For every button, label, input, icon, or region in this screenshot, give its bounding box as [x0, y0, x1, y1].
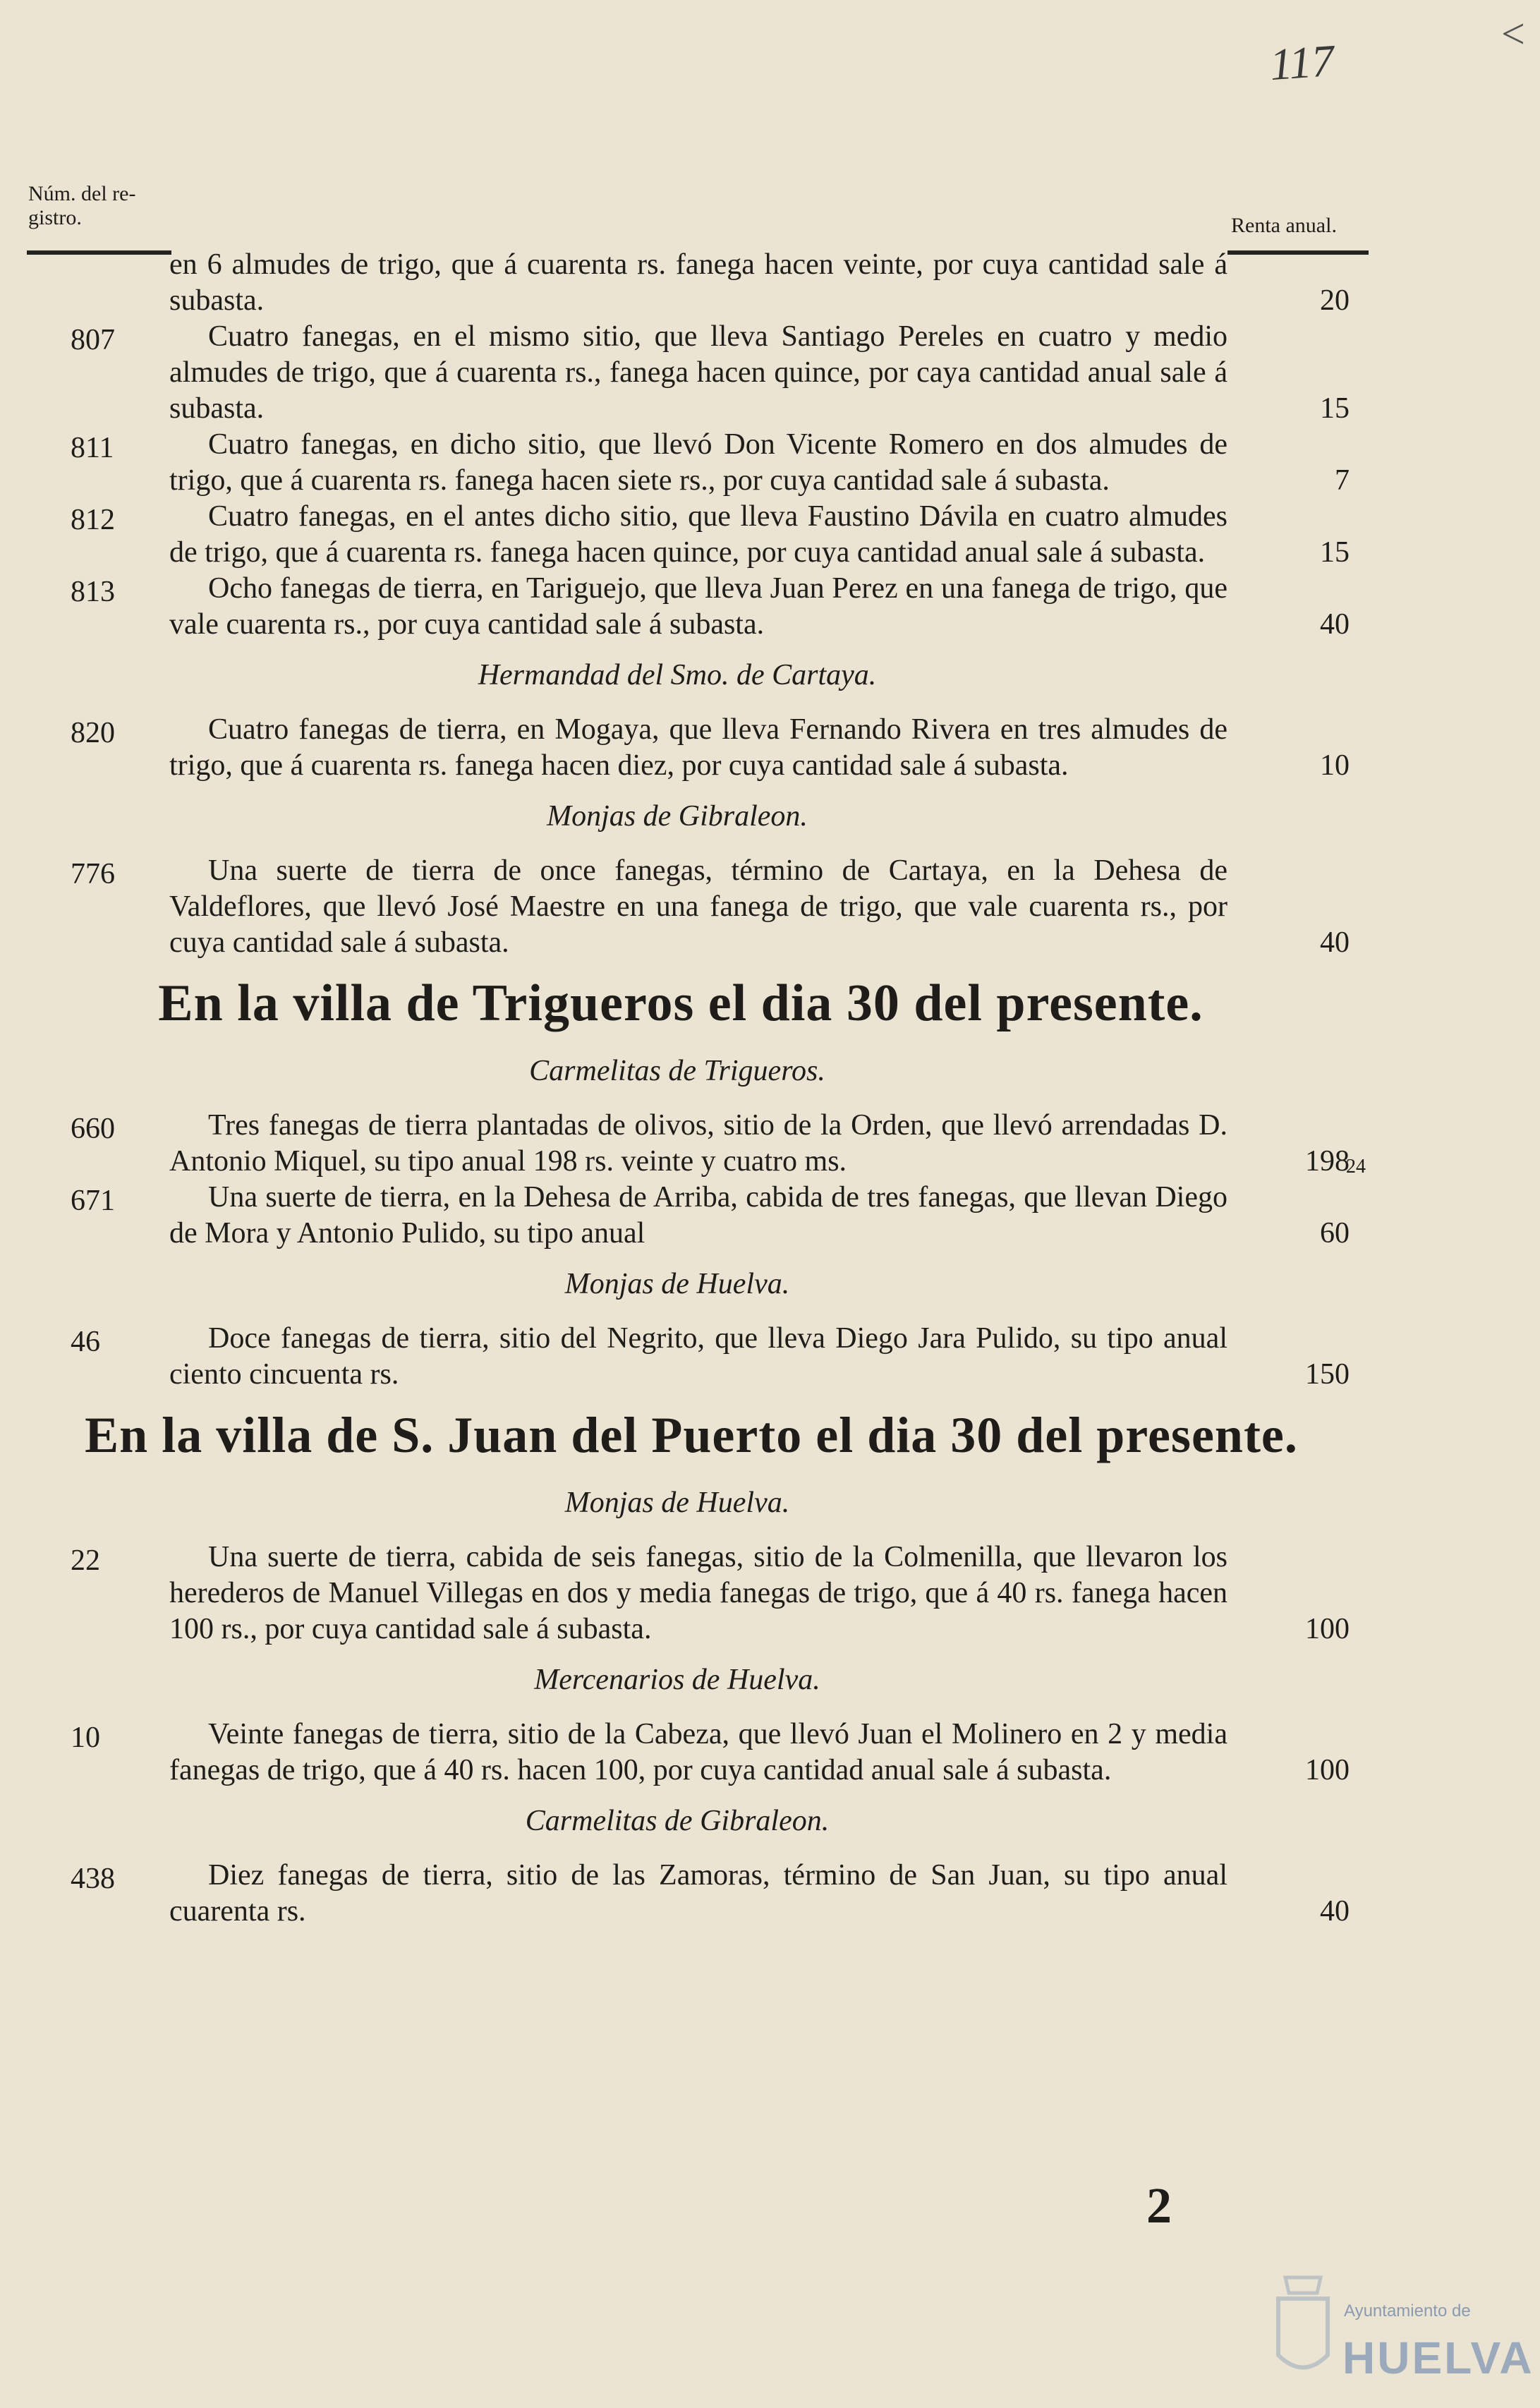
list-item	[0, 499, 1540, 571]
entry-text: Cuatro fanegas, en dicho sitio, que llevó Don Vicente Romero en dos almudes de trigo, que á cuarenta rs. fanega hacen siete rs., por cuya cantidad sale á subasta.	[169, 428, 1227, 497]
entry-number: 820	[71, 717, 115, 749]
entry-rent: 60	[1320, 1217, 1350, 1250]
entry-text: Una suerte de tierra, en la Dehesa de Arriba, cabida de tres fanegas, que llevan Diego de Mora y Antonio Pulido, su tipo anual	[169, 1181, 1227, 1250]
section-heading: Carmelitas de Trigueros.	[529, 1055, 825, 1087]
list-item	[0, 1717, 1540, 1789]
entry-number: 46	[71, 1326, 100, 1358]
list-item	[0, 427, 1540, 499]
entry-rent: 40	[1320, 926, 1350, 959]
town-heading: En la villa de Trigueros el dia 30 del presente.	[158, 974, 1203, 1032]
list-item	[0, 853, 1540, 961]
entry-rent: 100	[1305, 1613, 1350, 1645]
entry-text: Cuatro fanegas, en el mismo sitio, que lleva Santiago Pereles en cuatro y medio almudes de trigo, que á cuarenta rs., fanega hacen quince, por caya cantidad anual sale á subasta.	[169, 320, 1227, 425]
entry-text: Una suerte de tierra, cabida de seis fanegas, sitio de la Colmenilla, que llevaron los herederos de Manuel Villegas en dos y media fanegas de trigo, que á 40 rs. fanega hacen 100 rs., por cuya cantidad sale á subasta.	[169, 1541, 1227, 1645]
section-heading: Monjas de Huelva.	[564, 1268, 790, 1300]
list-item	[0, 1180, 1540, 1252]
entry-rent: 20	[1320, 284, 1350, 317]
entry-text: Doce fanegas de tierra, sitio del Negrito, que lleva Diego Jara Pulido, su tipo anual ciento cincuenta rs.	[169, 1322, 1227, 1391]
list-item	[0, 247, 1540, 319]
entry-text: Cuatro fanegas de tierra, en Mogaya, que lleva Fernando Rivera en tres almudes de trigo, que á cuarenta rs. fanega hacen diez, por cuya cantidad sale á subasta.	[169, 713, 1227, 782]
entry-number: 813	[71, 576, 115, 608]
entry-number: 660	[71, 1113, 115, 1145]
section-heading: Monjas de Gibraleon.	[547, 800, 808, 833]
entry-text: Tres fanegas de tierra plantadas de olivos, sitio de la Orden, que llevó arrendadas D. Antonio Miquel, su tipo anual 198 rs. veinte y cuatro ms.	[169, 1109, 1227, 1178]
list-item	[0, 1858, 1540, 1930]
entry-number: 10	[71, 1722, 100, 1754]
column-header-annual-rent: Renta anual.	[1231, 214, 1337, 237]
watermark-title: HUELVA	[1342, 2333, 1534, 2383]
entry-text: Veinte fanegas de tierra, sitio de la Cabeza, que llevó Juan el Molinero en 2 y media fanegas de trigo, que á 40 rs. hacen 100, por cuya cantidad anual sale á subasta.	[169, 1718, 1227, 1786]
signature-mark: 2	[1146, 2177, 1172, 2234]
entry-rent: 40	[1320, 608, 1350, 641]
entry-rent-fraction: 24	[1346, 1156, 1366, 1178]
town-heading: En la villa de S. Juan del Puerto el dia 30 del presente.	[85, 1407, 1298, 1463]
entry-text: Cuatro fanegas, en el antes dicho sitio, que lleva Faustino Dávila en cuatro almudes de trigo, que á cuarenta rs. fanega hacen quince, por cuya cantidad anual sale á subasta.	[169, 500, 1227, 569]
entry-number: 811	[71, 432, 114, 464]
entry-number: 22	[71, 1544, 100, 1577]
list-item	[0, 1108, 1540, 1180]
entry-number: 812	[71, 504, 115, 536]
entry-text: Diez fanegas de tierra, sitio de las Zamoras, término de San Juan, su tipo anual cuarenta rs.	[169, 1859, 1227, 1928]
entry-text: Una suerte de tierra de once fanegas, término de Cartaya, en la Dehesa de Valdeflores, que llevó José Maestre en una fanega de trigo, que vale cuarenta rs., por cuya cantidad sale á subasta.	[169, 854, 1227, 959]
list-item	[0, 571, 1540, 643]
list-item	[0, 1539, 1540, 1647]
section-heading: Carmelitas de Gibraleon.	[525, 1805, 830, 1837]
section-heading: Monjas de Huelva.	[564, 1487, 790, 1519]
watermark-caption: Ayuntamiento de	[1344, 2301, 1471, 2321]
entry-number: 807	[71, 324, 115, 356]
section-heading: Hermandad del Smo. de Cartaya.	[478, 659, 877, 691]
list-item	[0, 1321, 1540, 1393]
entry-text: Ocho fanegas de tierra, en Tariguejo, que lleva Juan Perez en una fanega de trigo, que vale cuarenta rs., por cuya cantidad sale á subasta.	[169, 572, 1227, 641]
entry-rent: 198	[1305, 1145, 1350, 1178]
entry-rent: 10	[1320, 749, 1350, 782]
entry-number: 438	[71, 1863, 115, 1895]
entry-number: 671	[71, 1185, 115, 1217]
list-item	[0, 319, 1540, 427]
entry-rent: 7	[1335, 464, 1350, 497]
list-item	[0, 712, 1540, 784]
entry-rent: 15	[1320, 536, 1350, 569]
entry-text: en 6 almudes de trigo, que á cuarenta rs. fanega hacen veinte, por cuya cantidad sale á subasta.	[169, 248, 1227, 317]
handwritten-page-number: 117	[1268, 35, 1336, 90]
entry-rent: 100	[1305, 1754, 1350, 1786]
column-header-register-number: Núm. del re- gistro.	[28, 182, 136, 229]
entry-rent: 40	[1320, 1895, 1350, 1928]
entry-rent: 15	[1320, 392, 1350, 425]
corner-mark: <	[1501, 11, 1525, 57]
entry-rent: 150	[1305, 1358, 1350, 1391]
entry-number: 776	[71, 858, 115, 890]
document-body	[0, 247, 1540, 1930]
section-heading: Mercenarios de Huelva.	[534, 1664, 820, 1696]
